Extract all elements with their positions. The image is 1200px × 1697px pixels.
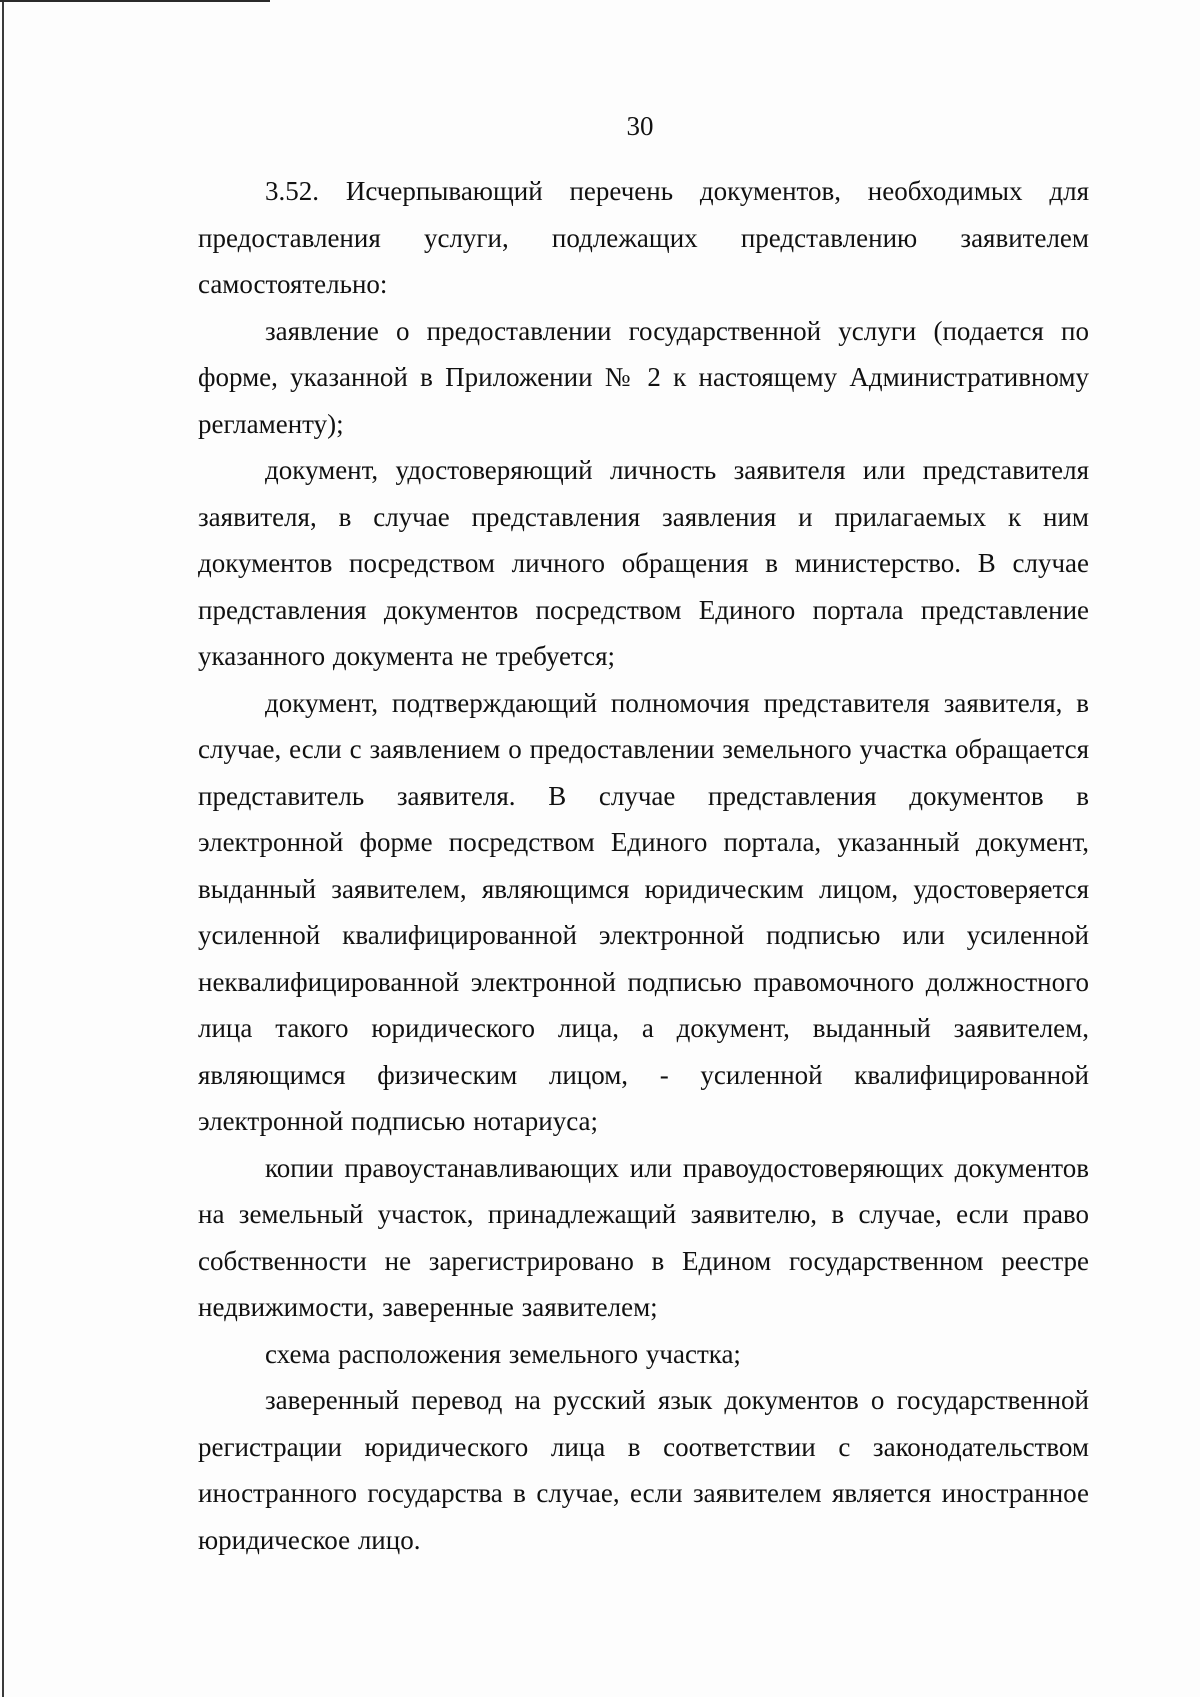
paragraph-7: заверенный перевод на русский язык документов о государственной регистрации юридического лица в соответствии с законодательством иностранного государства в случае, если заявителем является иностранное юридическое лицо. xyxy=(198,1385,1089,1555)
paragraph-6: схема расположения земельного участка; xyxy=(265,1338,741,1369)
scan-edge-line xyxy=(2,0,4,1697)
paragraph-2: заявление о предоставлении государственной услуги (подается по форме, указанной в Приложении № 2 к настоящему Административному регламенту); xyxy=(198,315,1089,439)
paragraph-4: документ, подтверждающий полномочия представителя заявителя, в случае, если с заявлением о предоставлении земельного участка обращается представитель заявителя. В случае представления документов в электронной форме посредством Единого портала, указанный документ, выданный заявителем, являющимся юридическим лицом, удостоверяется усиленной квалифицированной электронной подписью или усиленной неквалифицированной электронной подписью правомочного должностного лица такого юридического лица, а документ, выданный заявителем, являющимся физическим лицом, - усиленной квалифицированной электронной подписью нотариуса; xyxy=(198,687,1089,1136)
paragraph-3: документ, удостоверяющий личность заявителя или представителя заявителя, в случае представления заявления и прилагаемых к ним документов посредством личного обращения в министерство. В случае представления документов посредством Единого портала представление указанного документа не требуется; xyxy=(198,455,1089,671)
document-body xyxy=(198,168,1089,1563)
paragraph-1: 3.52. Исчерпывающий перечень документов, необходимых для предоставления услуги, подлежащих представлению заявителем самостоятельно: xyxy=(198,176,1089,299)
paragraph-5: копии правоустанавливающих или правоудостоверяющих документов на земельный участок, принадлежащий заявителю, в случае, если право собственности не зарегистрировано в Едином государственном реестре недвижимости, заверенные заявителем; xyxy=(198,1152,1089,1322)
scan-top-rule xyxy=(0,0,270,2)
page-number: 30 xyxy=(626,111,654,141)
